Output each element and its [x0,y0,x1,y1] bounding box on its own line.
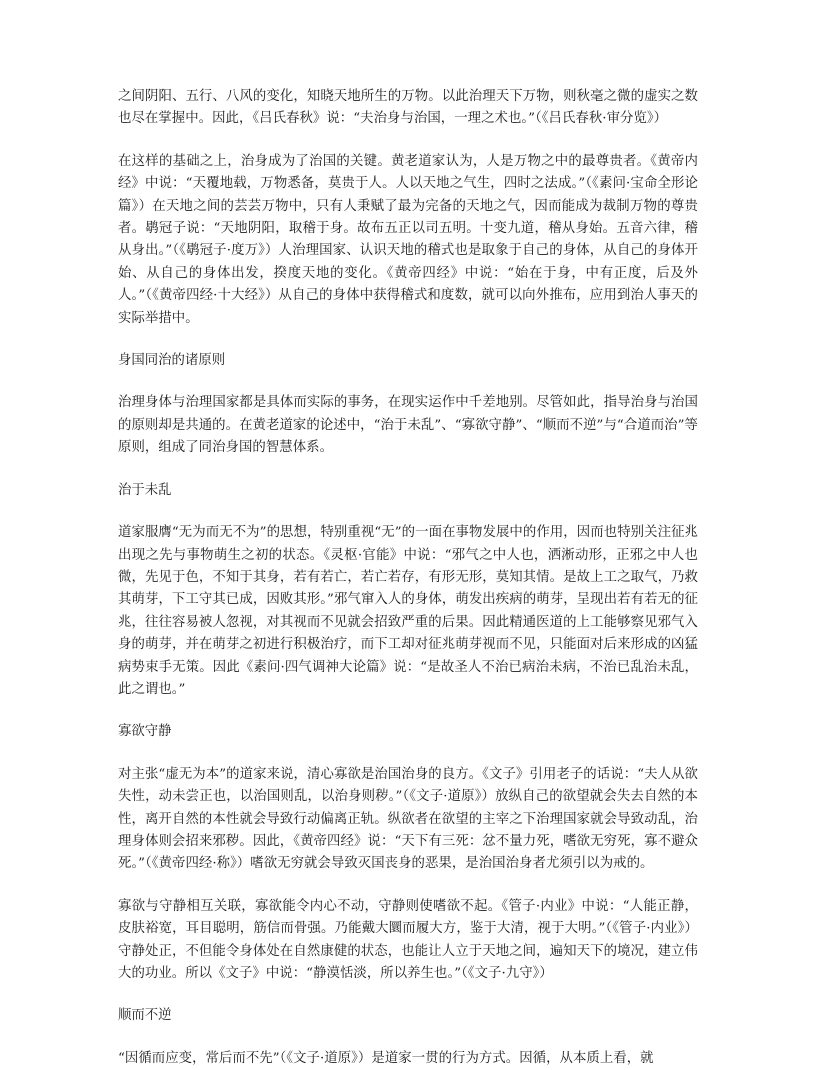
body-paragraph: “因循而应变，常后而不先”（《文子·道原》）是道家一贯的行为方式。因循，从本质上看，就 [118,1050,654,1066]
section-heading: 治于未乱 [118,482,172,498]
body-paragraph: 对主张“虚无为本”的道家来说，清心寡欲是治国治身的良方。《文子》引用老子的话说：“夫人从欲失性，动未尝正也，以治国则乱，以治身则秽。”（《文子·道原》）放纵自己的欲望就会失去自然的本性，离开自然的本性就会导致行动偏离正轨。纵欲者在欲望的主宰之下治理国家就会导致动乱，治理身体则会招来邪秽。因此，《黄帝四经》说：“天下有三死：忿不量力死，嗜欲无穷死，寡不避众死。”（《黄帝四经·称》）嗜欲无穷就会导致灭国丧身的恶果，是治国治身者尤须引以为戒的。 [118,766,698,872]
body-paragraph: 治理身体与治理国家都是具体而实际的事务，在现实运作中千差地别。尽管如此，指导治身与治国的原则却是共通的。在黄老道家的论述中，“治于未乱”、“寡欲守静”、“顺而不逆”与“合道而治”等原则，组成了同治身国的智慧体系。 [118,395,698,456]
section-heading: 身国同治的诸原则 [118,353,226,369]
body-paragraph: 之间阴阳、五行、八风的变化，知晓天地所生的万物。以此治理天下万物，则秋毫之微的虚实之数也尽在掌握中。因此，《吕氏春秋》说：“夫治身与治国，一理之术也。”（《吕氏春秋·审分览》） [118,89,698,127]
section-heading: 顺而不逆 [118,1008,172,1024]
section-heading: 寡欲守静 [118,724,172,740]
document-page [118,86,698,1070]
body-paragraph: 道家服膺“无为而无不为”的思想，特别重视“无”的一面在事物发展中的作用，因而也特别关注征兆出现之先与事物萌生之初的状态。《灵枢·官能》中说：“邪气之中人也，洒淅动形，正邪之中人也微，先见于色，不知于其身，若有若亡，若亡若存，有形无形，莫知其情。是故上工之取气，乃救其萌芽，下工守其已成，因败其形。”邪气窜入人的身体，萌发出疾病的萌芽，呈现出若有若无的征兆，往往容易被人忽视，对其视而不见就会招致严重的后果。因此精通医道的上工能够察见邪气入身的萌芽，并在萌芽之初进行积极治疗，而下工却对征兆萌芽视而不见，只能面对后来形成的凶猛病势束手无策。因此《素问·四气调神大论篇》说：“是故圣人不治已病治未病，不治已乱治未乱，此之谓也。” [118,525,698,697]
body-paragraph: 寡欲与守静相互关联，寡欲能令内心不动，守静则使嗜欲不起。《管子·内业》中说：“人能正静，皮肤裕宽，耳目聪明，筋信而骨强。乃能戴大圜而履大方，鉴于大清，视于大明。”（《管子·内业》）守静处正，不但能令身体处在自然康健的状态，也能让人立于天地之间，遍知天下的境况，建立伟大的功业。所以《文子》中说：“静漠恬淡，所以养生也。”（《文子·九守》） [118,898,698,981]
body-paragraph: 在这样的基础之上，治身成为了治国的关键。黄老道家认为，人是万物之中的最尊贵者。《黄帝内经》中说：“天覆地载，万物悉备，莫贵于人。人以天地之气生，四时之法成。”（《素问·宝命全形论篇》）在天地之间的芸芸万物中，只有人秉赋了最为完备的天地之气，因而能成为裁制万物的尊贵者。鹖冠子说：“天地阴阳，取稽于身。故布五正以司五明。十变九道，稽从身始。五音六律，稽从身出。”（《鹖冠子·度万》）人治理国家、认识天地的稽式也是取象于自己的身体，从自己的身体开始、从自己的身体出发，揆度天地的变化。《黄帝四经》中说：“始在于身，中有正度，后及外人。”（《黄帝四经·十大经》）从自己的身体中获得稽式和度数，就可以向外推布，应用到治人事天的实际举措中。 [118,153,698,326]
